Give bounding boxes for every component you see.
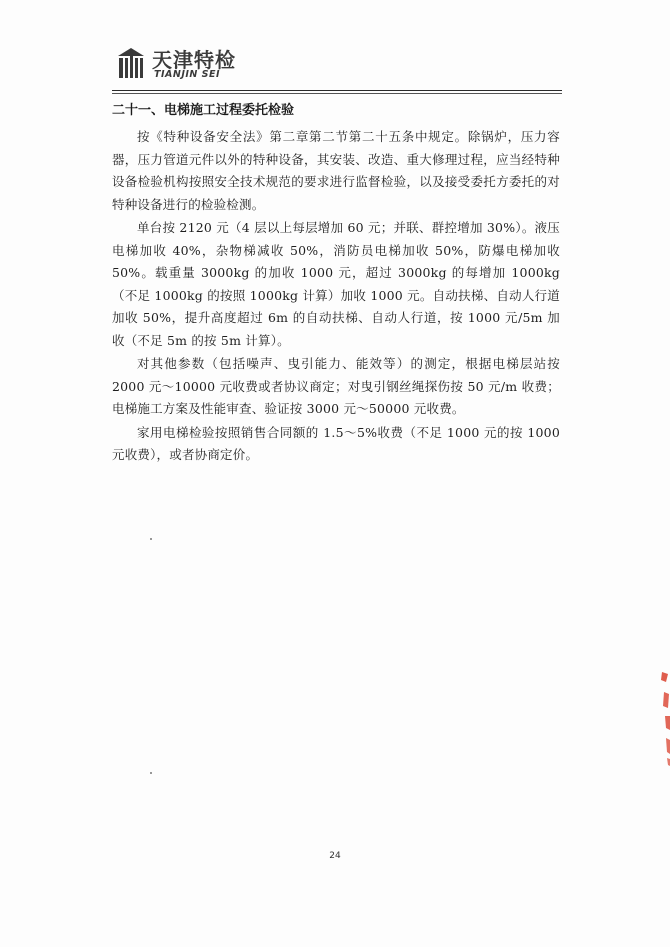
logo-english-name: TIANJIN SEI xyxy=(154,69,221,80)
paragraph: 家用电梯检验按照销售合同额的 1.5～5%收费（不足 1000 元的按 1000 元收费），或者协商定价。 xyxy=(112,424,560,462)
logo-chinese-name: 天津特检 xyxy=(152,48,236,72)
scan-speck xyxy=(150,538,152,540)
logo-mark-icon xyxy=(116,46,146,80)
page-number: 24 xyxy=(329,851,341,861)
paragraph: 对其他参数（包括噪声、曳引能力、能效等）的测定，根据电梯层站按 2000 元～10000 元收费或者协议商定；对曳引钢丝绳探伤按 50 元/m 收费；电梯施工方案及性能审查、验证按 3000 元～50000 元收费。 xyxy=(112,356,560,416)
section-title: 二十一、电梯施工过程委托检验 xyxy=(112,103,295,118)
paragraph: 单台按 2120 元（4 层以上每层增加 60 元；并联、群控增加 30%）。液压电梯加收 40%，杂物梯减收 50%，消防员电梯加收 50%，防爆电梯加收 50%。载重量 3000kg 的加收 1000 元，超过 3000kg 的每增加 1000kg（不足 1000kg 的按照 1000kg 计算）加收 1000 元。自动扶梯、自动人行道加收 50%，提升高度超过 6m 的自动扶梯、自动人行道，按 1000 元/5m 加收（不足 5m 的按 5m 计算）。 xyxy=(112,220,560,348)
paragraph: 按《特种设备安全法》第二章第二节第二十五条中规定。除锅炉，压力容器，压力管道元件以外的特种设备，其安装、改造、重大修理过程，应当经特种设备检验机构按照安全技术规范的要求进行监督检验，以及接受委托方委托的对特种设备进行的检验检测。 xyxy=(112,129,560,212)
red-stamp-mark-icon xyxy=(656,668,670,768)
company-logo xyxy=(116,44,256,84)
scan-speck xyxy=(150,772,152,774)
header-divider-thin xyxy=(112,93,562,94)
main-content xyxy=(112,100,560,468)
header-divider xyxy=(112,90,562,91)
